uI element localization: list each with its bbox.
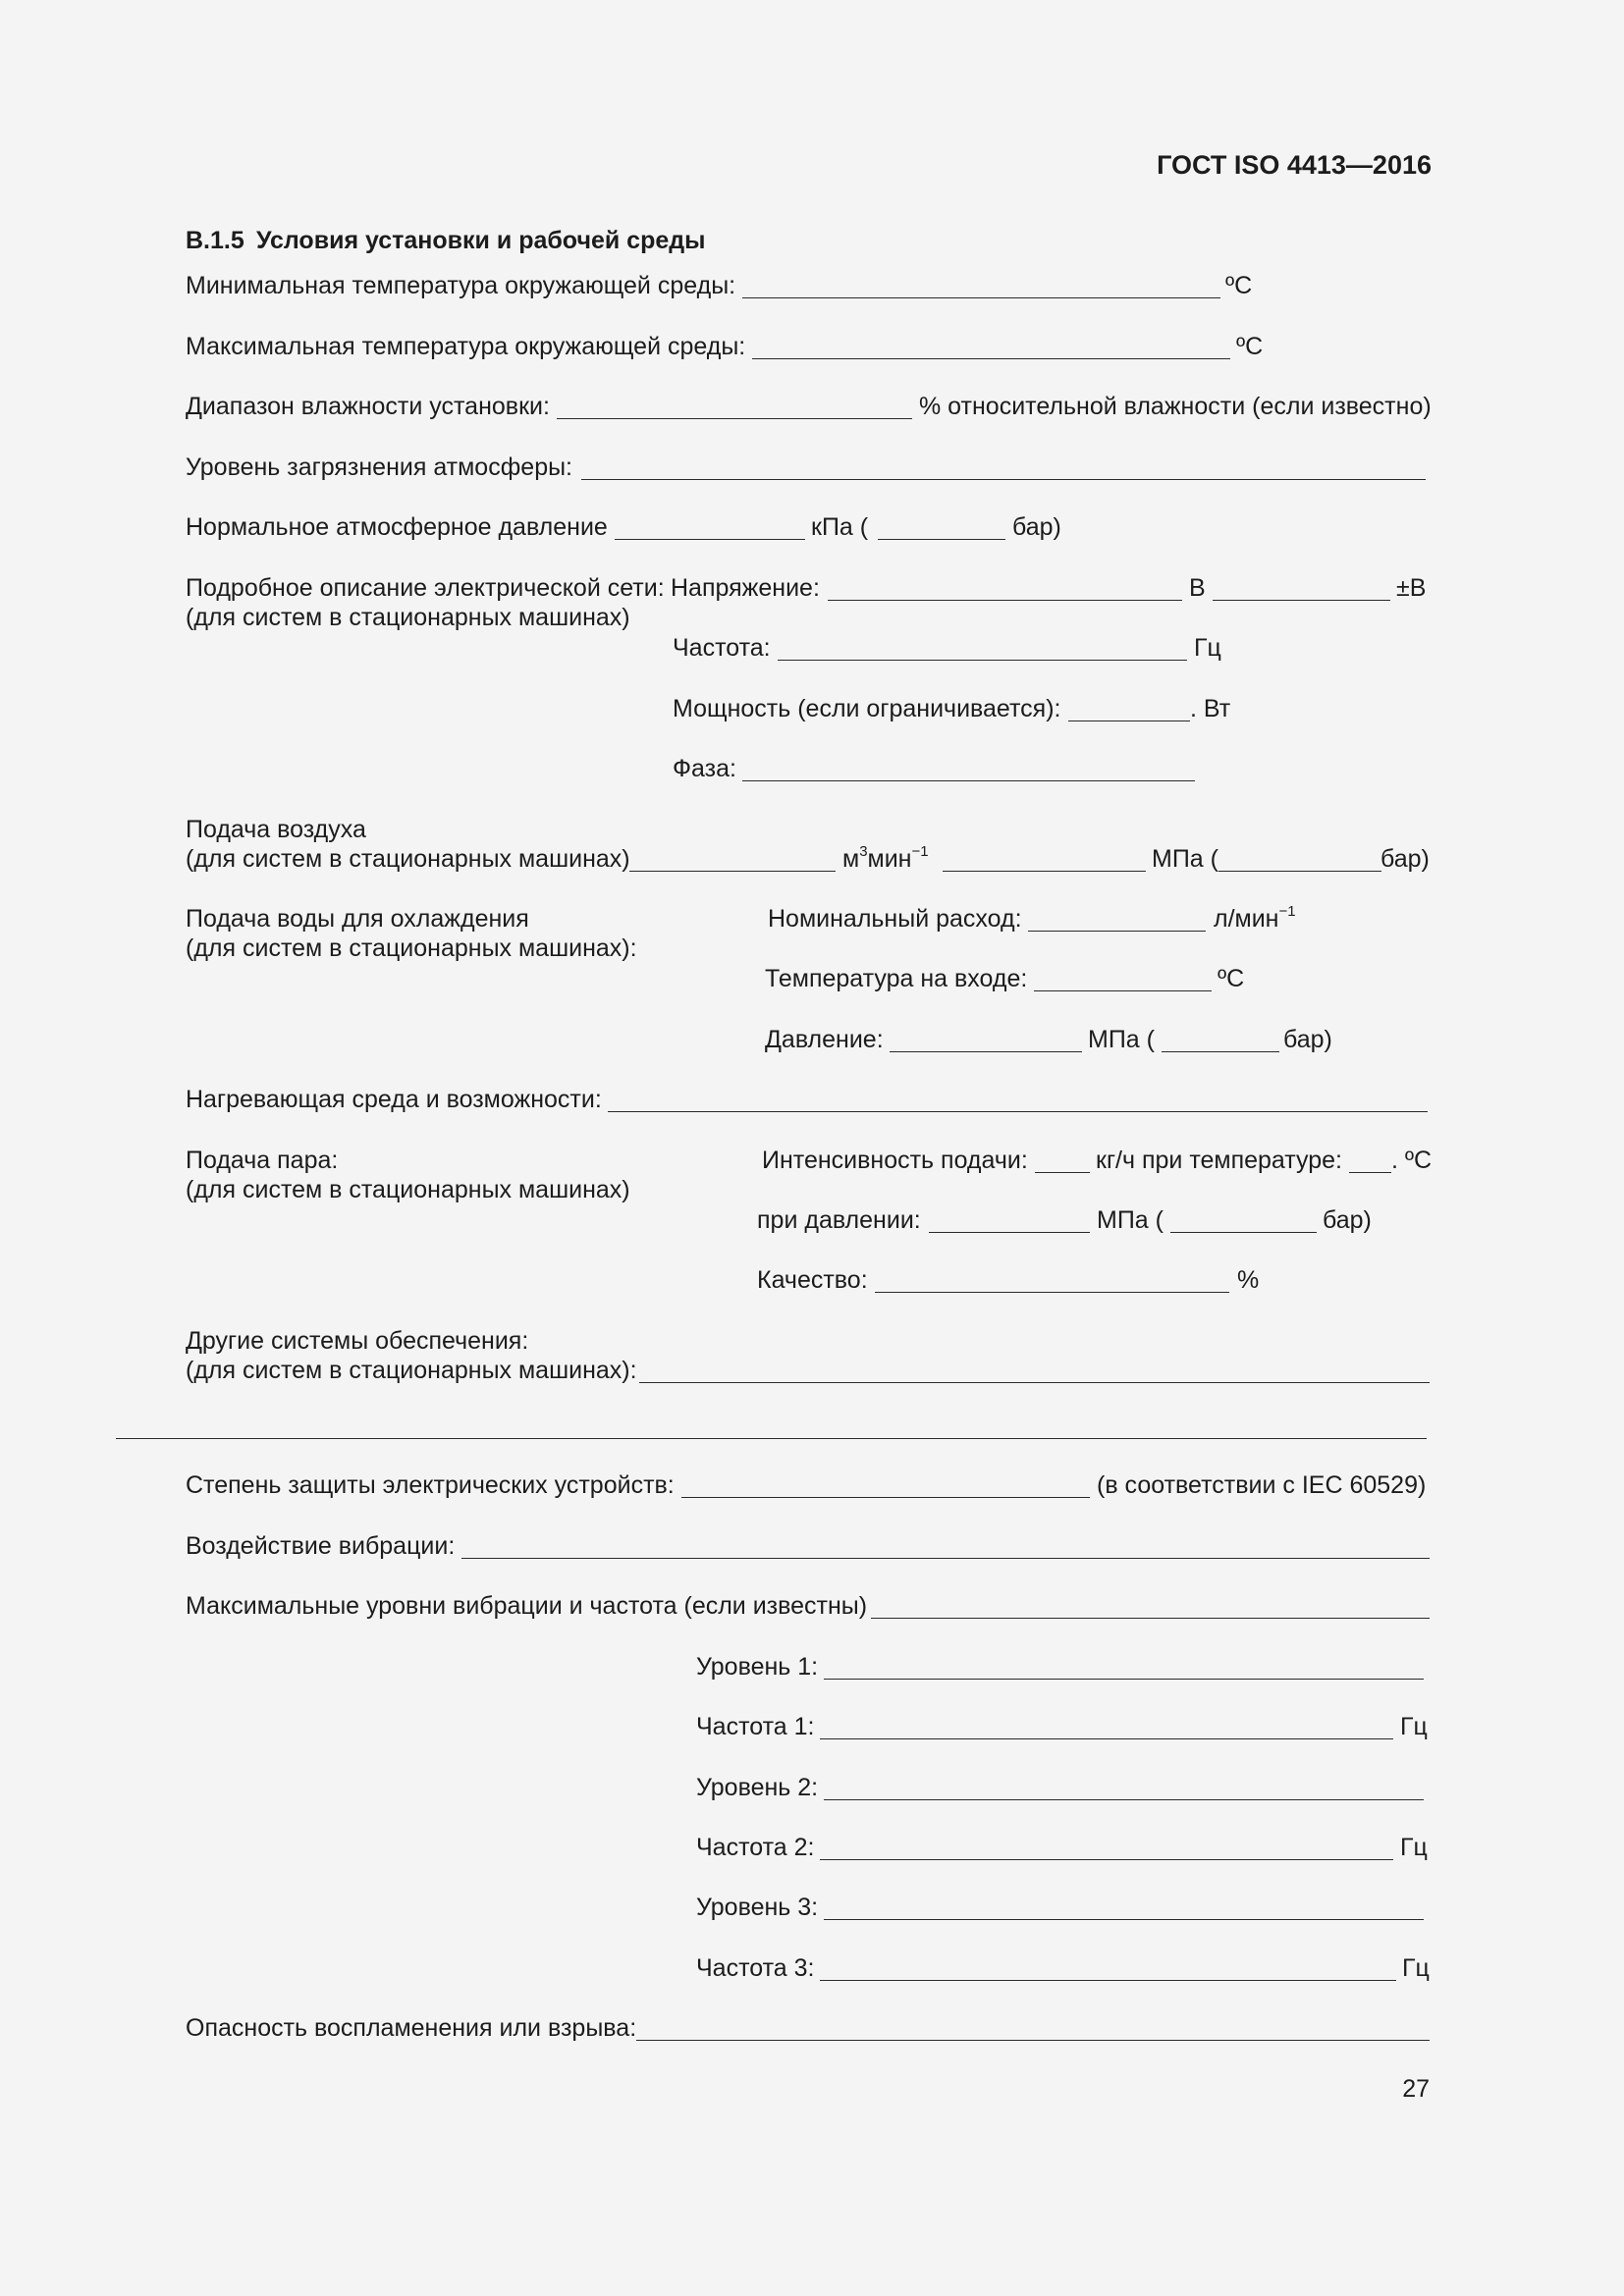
power-unit: . Вт: [1190, 695, 1231, 722]
steam-intensity-label: Интенсивность подачи:: [762, 1147, 1028, 1174]
steam-quality-unit: %: [1237, 1266, 1260, 1294]
protection-note: (в соответствии с IEC 60529): [1097, 1471, 1427, 1499]
air-flow-unit: $м^3мин^{-1}$: [842, 842, 929, 873]
steam-temp-unit: . ºC: [1391, 1147, 1433, 1174]
section-number: В.1.5: [186, 227, 244, 254]
min-temp-unit: ºC: [1225, 272, 1253, 299]
air-flow-field[interactable]: [629, 871, 836, 872]
freq3-label: Частота 3:: [696, 1954, 815, 1982]
electric-label: Подробное описание электрической сети:: [186, 574, 665, 602]
max-temp-label: Максимальная температура окружающей среды:: [186, 333, 746, 360]
vibration-label: Воздействие вибрации:: [186, 1532, 456, 1560]
voltage-label: Напряжение:: [671, 574, 820, 602]
freq2-label: Частота 2:: [696, 1834, 815, 1861]
freq2-unit: Гц: [1400, 1834, 1428, 1861]
protection-label: Степень защиты электрических устройств:: [186, 1471, 675, 1499]
level1-label: Уровень 1:: [696, 1653, 819, 1681]
air-pressure-field[interactable]: [943, 871, 1146, 872]
frequency-unit: Гц: [1194, 634, 1221, 662]
steam-sublabel: (для систем в стационарных машинах): [186, 1176, 630, 1203]
pressure-kpa-unit: кПа (: [811, 513, 869, 541]
other-label: Другие системы обеспечения:: [186, 1327, 529, 1355]
level2-field[interactable]: [824, 1799, 1424, 1800]
section-divider: [116, 1438, 1427, 1439]
water-flow-field[interactable]: [1028, 931, 1206, 932]
steam-quality-label: Качество:: [757, 1266, 868, 1294]
power-label: Мощность (если ограничивается):: [673, 695, 1061, 722]
water-flow-label: Номинальный расход:: [768, 905, 1022, 933]
water-sublabel: (для систем в стационарных машинах):: [186, 934, 637, 962]
water-bar-field[interactable]: [1162, 1051, 1279, 1052]
vibration-field[interactable]: [461, 1558, 1430, 1559]
freq3-field[interactable]: [820, 1980, 1396, 1981]
water-pressure-unit: МПа (: [1088, 1026, 1155, 1053]
humidity-label: Диапазон влажности установки:: [186, 393, 550, 420]
pressure-bar-field[interactable]: [878, 539, 1005, 540]
max-temp-field[interactable]: [752, 358, 1230, 359]
air-sublabel: (для систем в стационарных машинах): [186, 845, 630, 873]
steam-pressure-label: при давлении:: [757, 1206, 921, 1234]
frequency-field[interactable]: [778, 660, 1187, 661]
other-field[interactable]: [639, 1382, 1430, 1383]
water-temp-unit: ºC: [1218, 965, 1245, 992]
water-pressure-field[interactable]: [890, 1051, 1082, 1052]
phase-label: Фаза:: [673, 755, 736, 782]
air-bar-unit: бар): [1380, 845, 1430, 873]
steam-label: Подача пара:: [186, 1147, 339, 1174]
water-pressure-label: Давление:: [765, 1026, 884, 1053]
voltage-tolerance-field[interactable]: [1213, 600, 1390, 601]
heating-field[interactable]: [608, 1111, 1428, 1112]
phase-field[interactable]: [742, 780, 1195, 781]
steam-intensity-unit: кг/ч при температуре:: [1096, 1147, 1342, 1174]
humidity-field[interactable]: [557, 418, 912, 419]
max-vibration-field[interactable]: [871, 1618, 1430, 1619]
other-sublabel: (для систем в стационарных машинах):: [186, 1357, 637, 1384]
voltage-tolerance-unit: ±В: [1396, 574, 1427, 602]
steam-pressure-unit: МПа (: [1097, 1206, 1164, 1234]
pressure-kpa-field[interactable]: [615, 539, 805, 540]
steam-bar-field[interactable]: [1170, 1232, 1317, 1233]
min-temp-field[interactable]: [742, 297, 1220, 298]
min-temp-label: Минимальная температура окружающей среды:: [186, 272, 736, 299]
water-flow-unit: л/мин$^{-1}$: [1214, 902, 1296, 933]
frequency-label: Частота:: [673, 634, 771, 662]
steam-intensity-field[interactable]: [1035, 1172, 1090, 1173]
water-temp-field[interactable]: [1034, 990, 1212, 991]
steam-temp-field[interactable]: [1349, 1172, 1391, 1173]
freq1-field[interactable]: [820, 1738, 1393, 1739]
freq2-field[interactable]: [820, 1859, 1393, 1860]
max-temp-unit: ºC: [1236, 333, 1264, 360]
document-id: ГОСТ ISO 4413—2016: [1157, 150, 1432, 180]
freq1-label: Частота 1:: [696, 1713, 815, 1740]
water-bar-unit: бар): [1283, 1026, 1332, 1053]
water-label: Подача воды для охлаждения: [186, 905, 529, 933]
section-title: Условия установки и рабочей среды: [256, 227, 706, 254]
explosion-field[interactable]: [636, 2040, 1430, 2041]
explosion-label: Опасность воспламенения или взрыва:: [186, 2014, 637, 2042]
page-number: 27: [1402, 2075, 1430, 2103]
pollution-field[interactable]: [581, 479, 1426, 480]
electric-sublabel: (для систем в стационарных машинах): [186, 604, 630, 631]
pressure-label: Нормальное атмосферное давление: [186, 513, 608, 541]
air-pressure-unit: МПа (: [1152, 845, 1218, 873]
pressure-bar-unit: бар): [1012, 513, 1061, 541]
steam-pressure-field[interactable]: [929, 1232, 1090, 1233]
freq3-unit: Гц: [1402, 1954, 1430, 1982]
protection-field[interactable]: [681, 1497, 1090, 1498]
heating-label: Нагревающая среда и возможности:: [186, 1086, 602, 1113]
level1-field[interactable]: [824, 1679, 1424, 1680]
level3-label: Уровень 3:: [696, 1894, 819, 1921]
level2-label: Уровень 2:: [696, 1774, 819, 1801]
humidity-unit: % относительной влажности (если известно): [919, 393, 1432, 420]
pollution-label: Уровень загрязнения атмосферы:: [186, 454, 573, 481]
air-label: Подача воздуха: [186, 816, 366, 843]
max-vibration-label: Максимальные уровни вибрации и частота (если известны): [186, 1592, 868, 1620]
air-bar-field[interactable]: [1218, 871, 1381, 872]
steam-quality-field[interactable]: [875, 1292, 1229, 1293]
level3-field[interactable]: [824, 1919, 1424, 1920]
water-temp-label: Температура на входе:: [765, 965, 1028, 992]
steam-bar-unit: бар): [1323, 1206, 1372, 1234]
voltage-unit: В: [1189, 574, 1206, 602]
voltage-field[interactable]: [828, 600, 1182, 601]
freq1-unit: Гц: [1400, 1713, 1428, 1740]
